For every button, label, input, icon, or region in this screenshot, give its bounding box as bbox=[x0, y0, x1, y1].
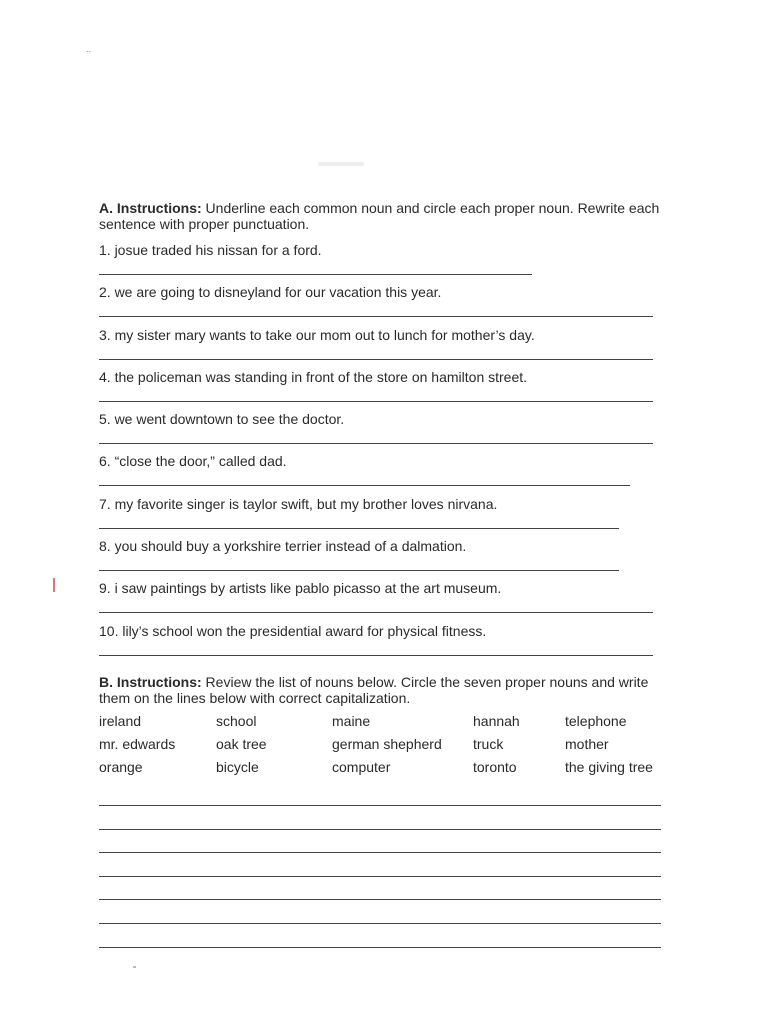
section-a-text: Underline each common noun and circle each proper noun. Rewrite each sentence with proper punctuation. bbox=[99, 200, 660, 232]
sentence-text: 3. my sister mary wants to take our mom out to lunch for mother’s day. bbox=[99, 326, 535, 343]
sentence-item bbox=[99, 578, 669, 620]
rewrite-line[interactable] bbox=[99, 655, 653, 656]
answer-line[interactable] bbox=[99, 923, 661, 947]
sentence-item bbox=[99, 451, 669, 493]
top-mark: .. bbox=[86, 44, 92, 54]
noun-item[interactable]: computer bbox=[332, 759, 391, 775]
answer-line[interactable] bbox=[99, 805, 661, 829]
sentence-text: 4. the policeman was standing in front of the store on hamilton street. bbox=[99, 368, 528, 385]
answer-lines bbox=[99, 805, 661, 970]
rewrite-line[interactable] bbox=[99, 528, 619, 529]
answer-underline bbox=[99, 947, 661, 948]
noun-item[interactable]: oak tree bbox=[216, 736, 267, 752]
rewrite-line[interactable] bbox=[99, 612, 653, 613]
sentence-item bbox=[99, 240, 669, 282]
sentence-text: 2. we are going to disneyland for our vacation this year. bbox=[99, 284, 442, 301]
answer-underline bbox=[99, 876, 661, 877]
answer-underline bbox=[99, 829, 661, 830]
section-b-instructions bbox=[99, 674, 669, 706]
answer-underline bbox=[99, 805, 661, 806]
section-a-heading: A. Instructions: bbox=[99, 200, 202, 216]
sentence-item bbox=[99, 621, 669, 663]
sentence-text: 1. josue traded his nissan for a ford. bbox=[99, 242, 322, 258]
section-b-text: Review the list of nouns below. Circle the seven proper nouns and write them on the lines below with correct capitalization. bbox=[99, 674, 649, 706]
rewrite-line[interactable] bbox=[99, 443, 653, 444]
noun-item[interactable]: school bbox=[216, 713, 257, 729]
margin-mark bbox=[53, 578, 55, 592]
noun-list bbox=[99, 713, 669, 782]
noun-row bbox=[99, 713, 669, 736]
sentence-text: 7. my favorite singer is taylor swift, but my brother loves nirvana. bbox=[99, 495, 498, 512]
answer-line[interactable] bbox=[99, 876, 661, 900]
rewrite-line[interactable] bbox=[99, 401, 653, 402]
answer-line[interactable] bbox=[99, 829, 661, 853]
answer-underline bbox=[99, 852, 661, 853]
answer-underline bbox=[99, 923, 661, 924]
smudge bbox=[318, 162, 364, 166]
sentence-list bbox=[99, 240, 669, 663]
rewrite-line[interactable] bbox=[99, 570, 619, 571]
noun-row bbox=[99, 759, 669, 782]
noun-item[interactable]: truck bbox=[473, 736, 504, 752]
noun-item[interactable]: orange bbox=[99, 759, 143, 775]
rewrite-line[interactable] bbox=[99, 316, 653, 317]
sentence-item bbox=[99, 536, 669, 578]
noun-item[interactable]: mr. edwards bbox=[99, 736, 176, 752]
noun-item[interactable]: bicycle bbox=[216, 759, 259, 775]
sentence-item bbox=[99, 367, 669, 409]
speck bbox=[133, 966, 136, 968]
sentence-text: 5. we went downtown to see the doctor. bbox=[99, 411, 345, 428]
sentence-text: 6. “close the door,” called dad. bbox=[99, 453, 287, 470]
section-b-heading: B. Instructions: bbox=[99, 674, 202, 690]
rewrite-line[interactable] bbox=[99, 359, 653, 360]
sentence-text: 8. you should buy a yorkshire terrier instead of a dalmation. bbox=[99, 538, 467, 555]
answer-line[interactable] bbox=[99, 947, 661, 971]
noun-item[interactable]: hannah bbox=[473, 713, 520, 729]
sentence-item bbox=[99, 409, 669, 451]
answer-underline bbox=[99, 899, 661, 900]
noun-item[interactable]: german shepherd bbox=[332, 736, 442, 752]
rewrite-line[interactable] bbox=[99, 485, 630, 486]
noun-item[interactable]: mother bbox=[565, 736, 609, 752]
sentence-text: 9. i saw paintings by artists like pablo picasso at the art museum. bbox=[99, 580, 502, 597]
noun-row bbox=[99, 736, 669, 759]
noun-item[interactable]: maine bbox=[332, 713, 371, 729]
noun-item[interactable]: ireland bbox=[99, 713, 142, 729]
section-a-instructions bbox=[99, 200, 669, 232]
noun-item[interactable]: telephone bbox=[565, 713, 627, 729]
answer-line[interactable] bbox=[99, 852, 661, 876]
sentence-item bbox=[99, 325, 669, 367]
noun-item[interactable]: toronto bbox=[473, 759, 517, 775]
answer-line[interactable] bbox=[99, 899, 661, 923]
sentence-item bbox=[99, 494, 669, 536]
sentence-item bbox=[99, 282, 669, 324]
noun-item[interactable]: the giving tree bbox=[565, 759, 653, 775]
sentence-text: 10. lily’s school won the presidential award for physical fitness. bbox=[99, 622, 487, 639]
rewrite-line[interactable] bbox=[99, 274, 532, 275]
